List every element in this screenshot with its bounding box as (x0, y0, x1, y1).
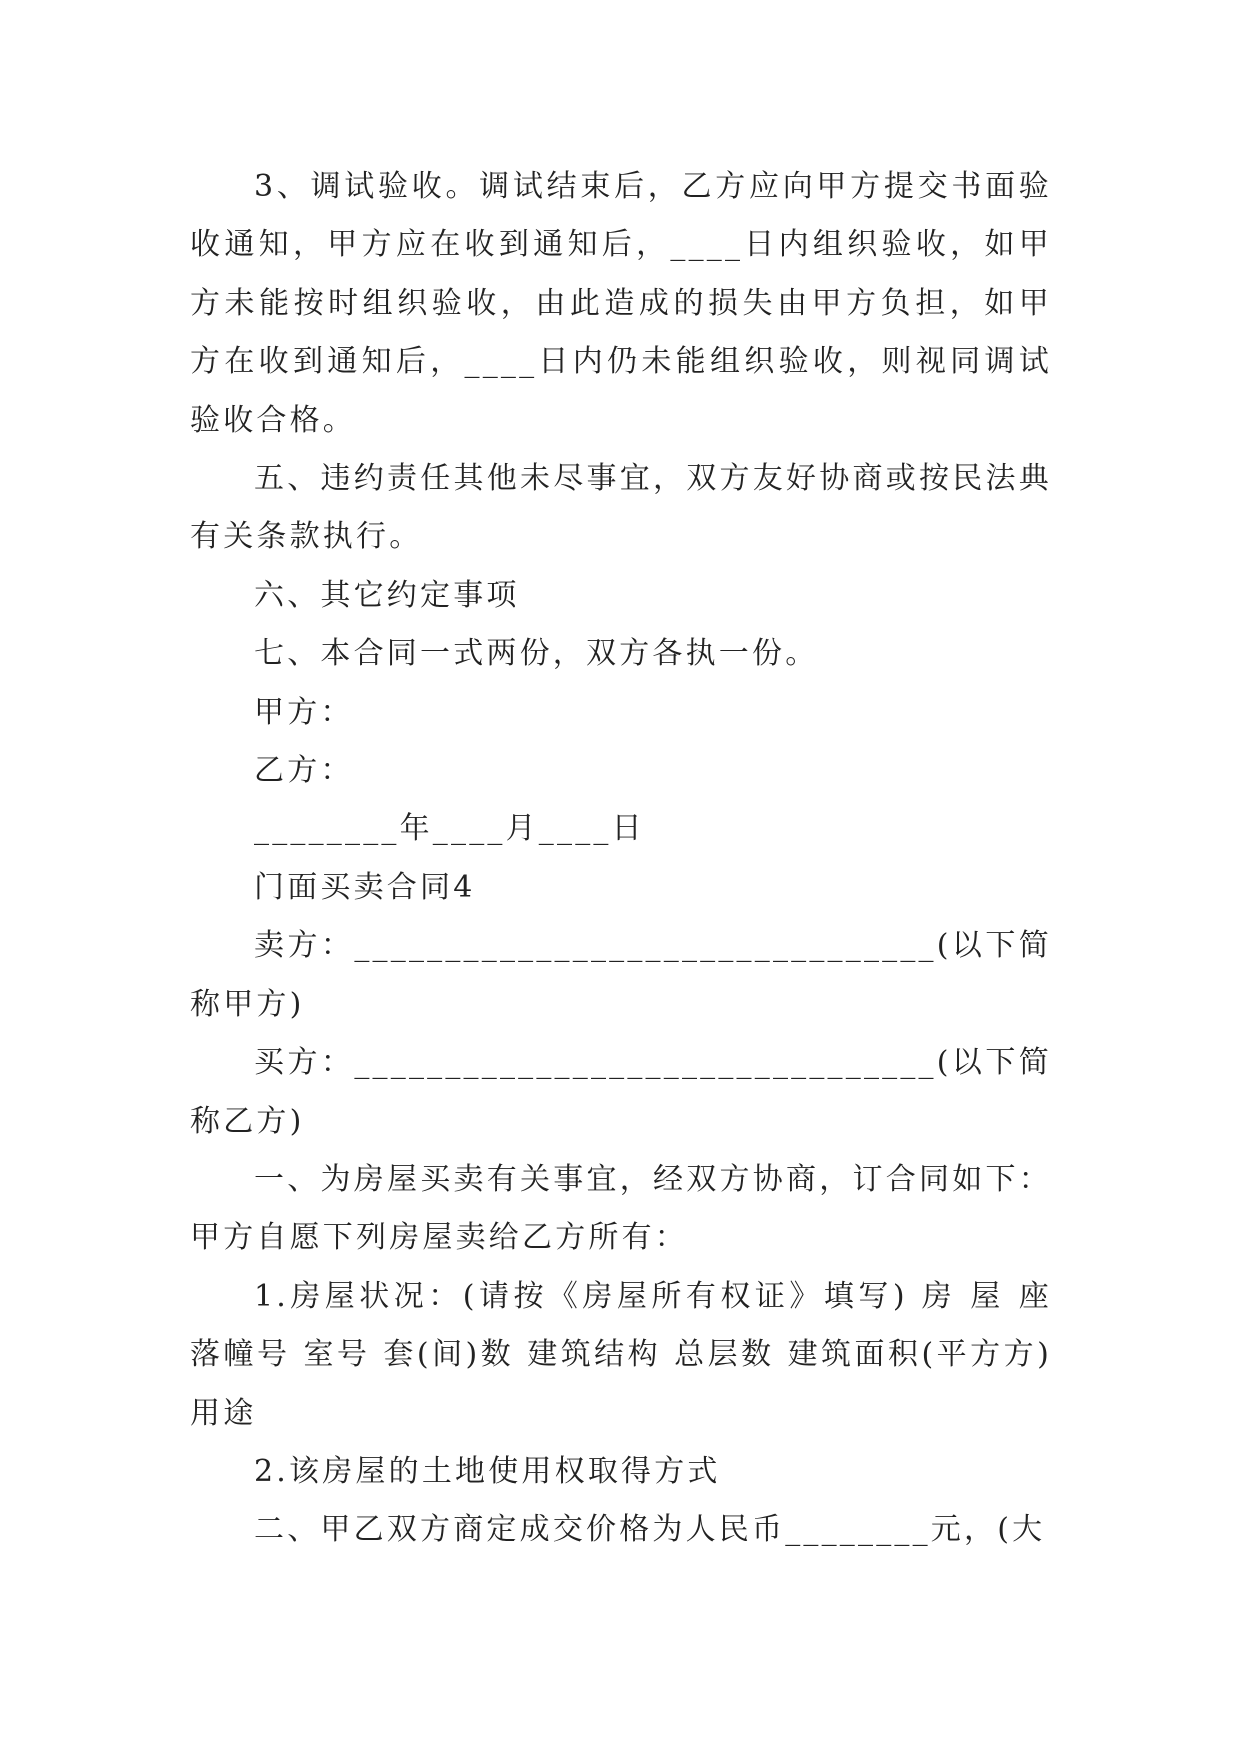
date-line: ________年____月____日 (254, 811, 645, 847)
clause-land-use-right: 2.该房屋的土地使用权取得方式 (254, 1453, 721, 1489)
buyer-line: 买方：________________________________(以下简称乙方) (190, 1045, 1052, 1139)
clause-acceptance-test: 3、调试验收。调试结束后，乙方应向甲方提交书面验收通知，甲方应在收到通知后，____日内组织验收，如甲方未能按时组织验收，由此造成的损失由甲方负担，如甲方在收到通知后，____日内仍未能组织验收，则视同调试验收合格。 (190, 169, 1052, 438)
section-title: 门面买卖合同4 (254, 869, 476, 905)
clause-agreement-intro: 一、为房屋买卖有关事宜，经双方协商，订合同如下：甲方自愿下列房屋卖给乙方所有： (190, 1161, 1052, 1256)
seller-line: 卖方：________________________________(以下简称甲方) (190, 928, 1052, 1022)
party-b-signature-line: 乙方： (254, 753, 354, 789)
clause-breach-liability: 五、违约责任其他未尽事宜，双方友好协商或按民法典有关条款执行。 (190, 461, 1052, 555)
document-body (190, 158, 1052, 1560)
clause-property-status: 1.房屋状况：(请按《房屋所有权证》填写) 房 屋 座落幢号 室号 套(间)数 建筑结构 总层数 建筑面积(平方方)用途 (190, 1278, 1052, 1431)
party-a-signature-line: 甲方： (254, 694, 354, 730)
clause-price: 二、甲乙双方商定成交价格为人民币________元，(大 (254, 1512, 1046, 1548)
clause-other-matters: 六、其它约定事项 (254, 577, 520, 613)
clause-copies: 七、本合同一式两份，双方各执一份。 (254, 636, 819, 672)
